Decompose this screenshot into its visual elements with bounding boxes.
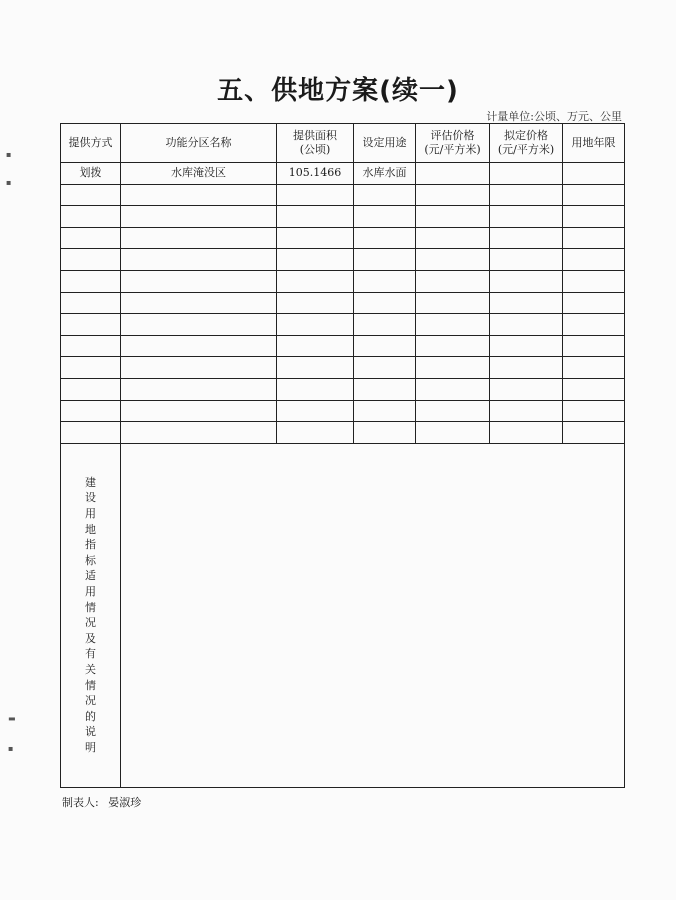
preparer-line <box>62 794 147 810</box>
table-row <box>61 206 625 228</box>
table-row <box>61 422 625 444</box>
table-row <box>61 163 625 185</box>
remark-label-cell <box>61 443 121 787</box>
table-row <box>61 249 625 271</box>
remark-label: 建设用地指标适用情况及有关情况的说明 <box>85 475 96 754</box>
header-est-price: 评估价格 (元/平方米) <box>416 124 490 163</box>
table-row <box>61 270 625 292</box>
scan-speck: ▬ <box>8 714 16 723</box>
table-row <box>61 227 625 249</box>
remark-row <box>61 443 625 787</box>
header-set-price: 拟定价格 (元/平方米) <box>490 124 563 163</box>
cell-supply-method: 划拨 <box>61 163 121 185</box>
preparer-label: 制表人: <box>62 796 99 809</box>
scan-speck: ▪ <box>8 744 14 753</box>
scan-speck: ▪ <box>6 150 12 159</box>
table-row <box>61 357 625 379</box>
scan-speck: ▪ <box>6 178 12 187</box>
land-supply-table <box>60 123 625 788</box>
header-supply-method: 提供方式 <box>61 124 121 163</box>
cell-est-price <box>416 163 490 185</box>
cell-zone-name: 水库淹没区 <box>121 163 277 185</box>
cell-usage: 水库水面 <box>354 163 416 185</box>
remark-content-cell <box>121 443 625 787</box>
unit-note: 计量单位:公顷、万元、公里 <box>486 110 622 123</box>
header-usage: 设定用途 <box>354 124 416 163</box>
header-area: 提供面积 (公顷) <box>277 124 354 163</box>
cell-term <box>563 163 625 185</box>
page-title: 五、供地方案(续一) <box>217 76 459 106</box>
cell-area: 105.1466 <box>277 163 354 185</box>
table-row <box>61 292 625 314</box>
preparer-name: 晏淑珍 <box>108 796 142 809</box>
table-row <box>61 184 625 206</box>
header-zone-name: 功能分区名称 <box>121 124 277 163</box>
header-term: 用地年限 <box>563 124 625 163</box>
table-row <box>61 400 625 422</box>
cell-set-price <box>490 163 563 185</box>
table-row <box>61 335 625 357</box>
table-row <box>61 314 625 336</box>
table-row <box>61 378 625 400</box>
table-header-row <box>61 124 625 163</box>
